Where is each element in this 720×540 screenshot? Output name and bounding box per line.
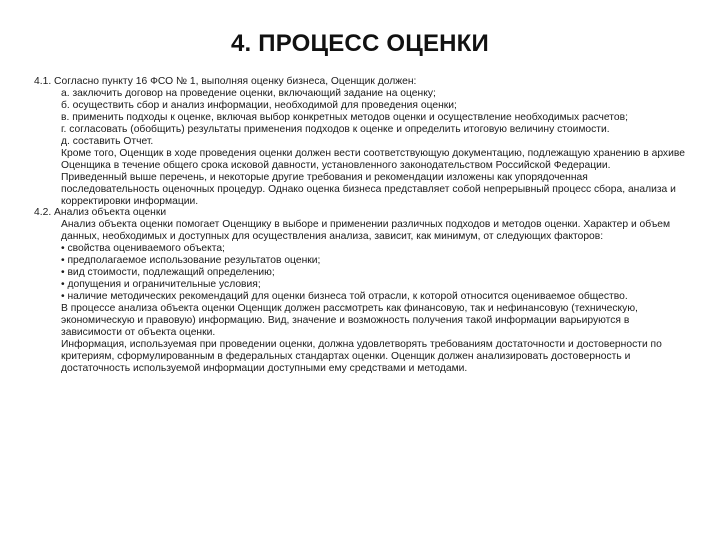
bullet-item: • предполагаемое использование результатов оценки; <box>61 255 321 267</box>
bullet-item: • свойства оцениваемого объекта; <box>61 243 225 255</box>
paragraph-analysis: Анализ объекта оценки помогает Оценщику в выборе и применении различных подходов и методов оценки. Характер и объем данных, необходимых и доступных для осуществления анализа, зависит, как минимум, от следующих факторов: <box>61 219 671 243</box>
item-a: а. заключить договор на проведение оценки, включающий задание на оценку; <box>61 87 436 99</box>
bullet-item: • допущения и ограничительные условия; <box>61 279 261 291</box>
body-text <box>34 76 689 375</box>
paragraph-4-1: 4.1. Согласно пункту 16 ФСО № 1, выполняя оценку бизнеса, Оценщик должен: <box>34 76 417 87</box>
paragraph-info-requirements: Информация, используемая при проведении оценки, должна удовлетворять требованиям достаточности и достоверности по критериям, сформулированным в федеральных стандартах оценки. Оценщик должен анализировать достоверность и достаточность используемой информации доступными ему средствами и методами. <box>61 338 662 374</box>
paragraph-4-2: 4.2. Анализ объекта оценки <box>34 207 167 219</box>
item-v: в. применить подходы к оценке, включая выбор конкретных методов оценки и осуществление необходимых расчетов; <box>61 111 628 123</box>
paragraph-documentation: Кроме того, Оценщик в ходе проведения оценки должен вести соответствующую документацию, подлежащую хранению в архиве Оценщика в течение общего срока исковой давности, установленного законодательством Российской Федерации. <box>61 147 685 171</box>
item-d: д. составить Отчет. <box>61 135 154 147</box>
item-b: б. осуществить сбор и анализ информации, необходимой для проведения оценки; <box>61 99 457 111</box>
page-title: 4. ПРОЦЕСС ОЦЕНКИ <box>230 30 489 57</box>
bullet-item: • наличие методических рекомендаций для оценки бизнеса той отрасли, к которой относится оцениваемое общество. <box>61 291 628 303</box>
bullet-item: • вид стоимости, подлежащий определению; <box>61 267 275 279</box>
item-g: г. согласовать (обобщить) результаты применения подходов к оценке и определить итоговую величину стоимости. <box>61 123 610 135</box>
paragraph-procedures: Приведенный выше перечень, и некоторые другие требования и рекомендации изложены как упорядоченная последовательность оценочных процедур. Однако оценка бизнеса представляет собой непрерывный процесс сбора, анализа и корректировки информации. <box>61 171 676 207</box>
paragraph-financial-info: В процессе анализа объекта оценки Оценщик должен рассмотреть как финансовую, так и нефинансовую (техническую, экономическую и правовую) информацию. Вид, значение и возможность получения такой информации варьируются в зависимости от объекта оценки. <box>61 303 638 339</box>
